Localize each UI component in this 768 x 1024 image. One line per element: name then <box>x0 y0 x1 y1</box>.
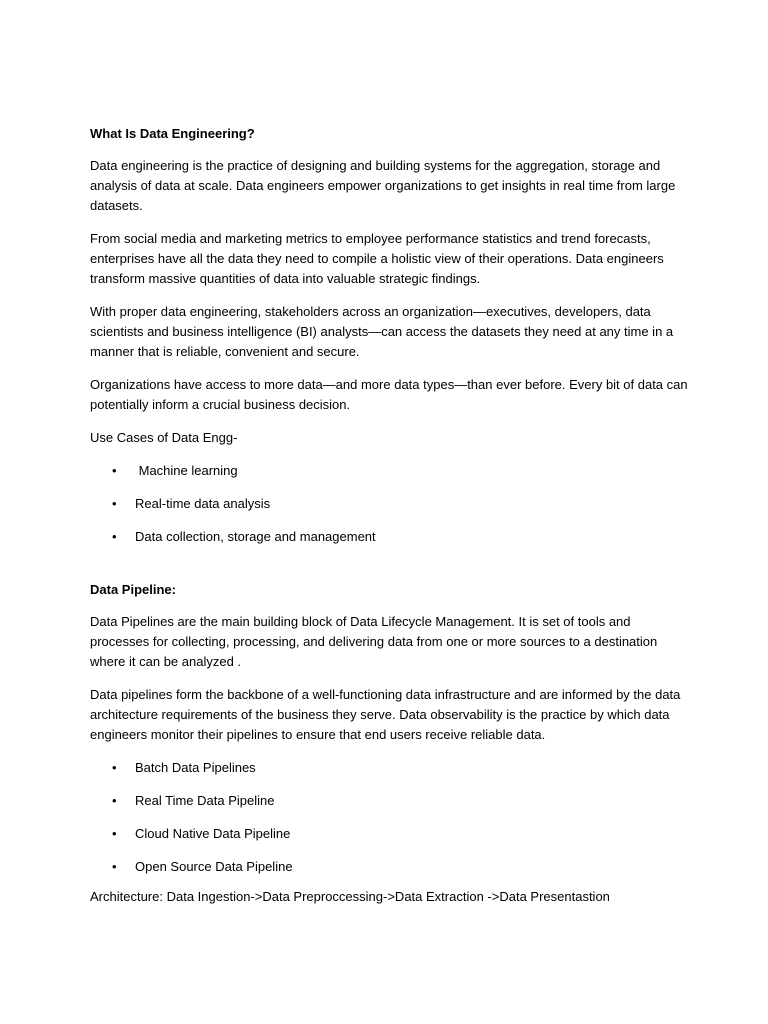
bullet-icon: • <box>112 793 117 808</box>
bullet-icon: • <box>112 529 117 544</box>
list-item <box>90 791 690 811</box>
bullet-icon: • <box>112 463 117 478</box>
architecture-line: Architecture: Data Ingestion->Data Preproccessing->Data Extraction ->Data Presentastion <box>90 889 610 904</box>
bullet-icon: • <box>112 826 117 841</box>
bullet-icon: • <box>112 859 117 874</box>
list-item <box>90 824 690 844</box>
bullet-icon: • <box>112 496 117 511</box>
paragraph-pipelines-backbone: Data pipelines form the backbone of a well-functioning data infrastructure and are informed by the data architecture requirements of the business they serve. Data observability is the practice by which data engineers monitor their pipelines to ensure that end users receive reliable data. <box>90 687 681 742</box>
paragraph-enterprises: From social media and marketing metrics to employee performance statistics and trend forecasts, enterprises have all the data they need to compile a holistic view of their operations. Data engineers transform massive quantities of data into valuable strategic findings. <box>90 231 664 286</box>
list-item-text: Machine learning <box>135 463 238 478</box>
paragraph-stakeholders: With proper data engineering, stakeholders across an organization—executives, developers, data scientists and business intelligence (BI) analysts—can access the datasets they need at any time in a manner that is reliable, convenient and secure. <box>90 304 674 359</box>
list-item <box>90 857 690 877</box>
paragraph-organizations: Organizations have access to more data—and more data types—than ever before. Every bit of data can potentially inform a crucial business decision. <box>90 377 688 412</box>
list-item <box>90 527 690 547</box>
list-item-text: Real-time data analysis <box>135 496 271 511</box>
paragraph-definition: Data engineering is the practice of designing and building systems for the aggregation, storage and analysis of data at scale. Data engineers empower organizations to get insights in real time from large datasets. <box>90 158 676 213</box>
bullet-icon: • <box>112 760 117 775</box>
list-item-text: Data collection, storage and management <box>135 529 376 544</box>
heading-what-is-data-engineering: What Is Data Engineering? <box>90 126 255 141</box>
pipeline-types-list <box>90 758 690 877</box>
use-cases-label: Use Cases of Data Engg- <box>90 430 238 445</box>
list-item <box>90 758 690 778</box>
document-body <box>90 124 690 920</box>
paragraph-pipelines-definition: Data Pipelines are the main building block of Data Lifecycle Management. It is set of tools and processes for collecting, processing, and delivering data from one or more sources to a destination where it can be analyzed . <box>90 614 658 669</box>
use-cases-list <box>90 461 690 547</box>
list-item <box>90 494 690 514</box>
list-item <box>90 461 690 481</box>
list-item-text: Batch Data Pipelines <box>135 760 256 775</box>
section-spacer <box>90 560 690 580</box>
list-item-text: Cloud Native Data Pipeline <box>135 826 291 841</box>
list-item-text: Real Time Data Pipeline <box>135 793 275 808</box>
list-item-text: Open Source Data Pipeline <box>135 859 293 874</box>
heading-data-pipeline: Data Pipeline: <box>90 582 176 597</box>
